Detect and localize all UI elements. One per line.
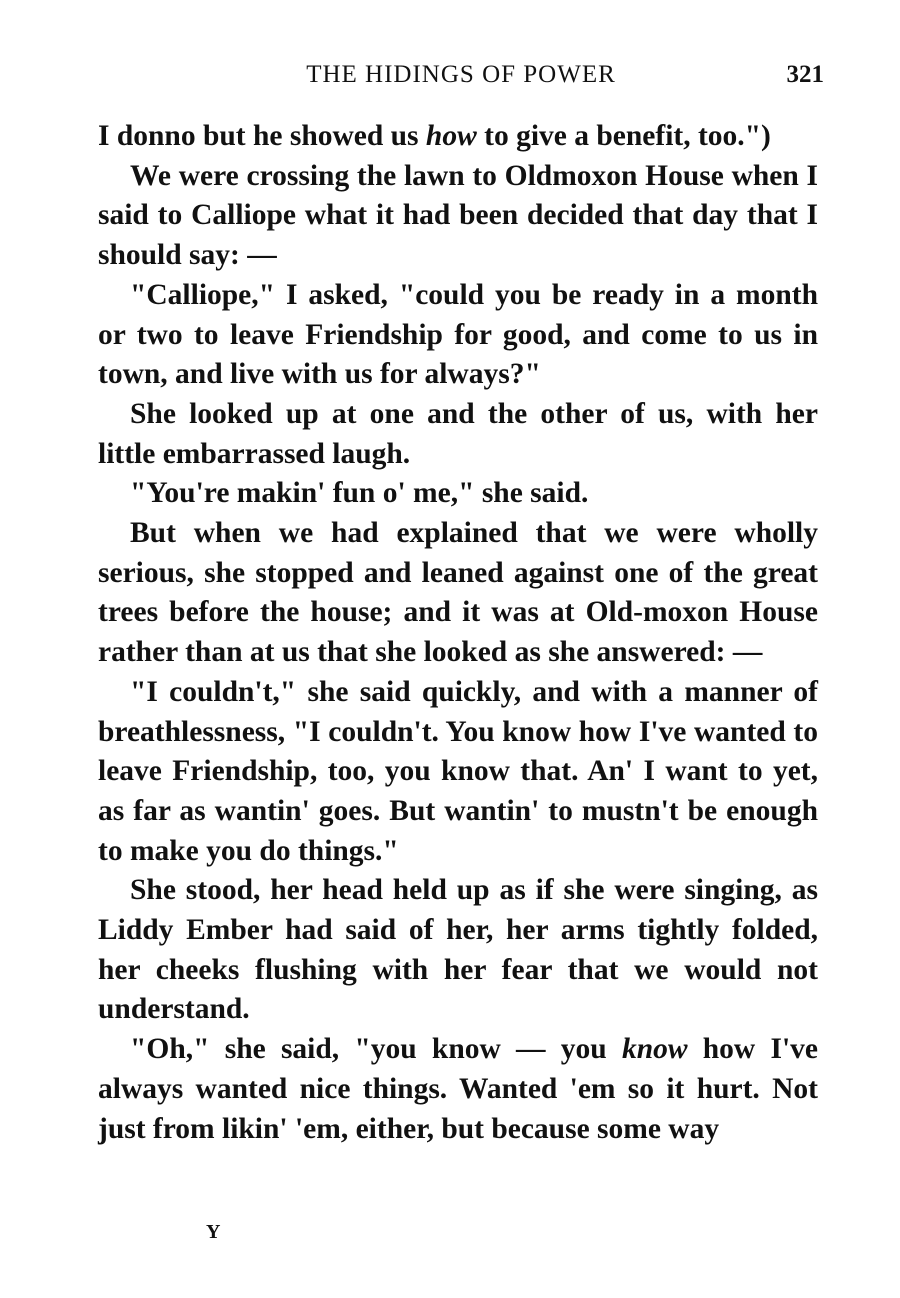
- paragraph-text: We were crossing the lawn to Oldmoxon House when I said to Calliope what it had been decided that day that I should say: —: [98, 159, 818, 272]
- paragraph-text: But when we had explained that we were wholly serious, she stopped and leaned against one of the great trees before the house; and it was at Old-moxon House rather than at us that she looked as she answered: —: [98, 517, 818, 669]
- paragraph: [98, 514, 818, 673]
- paragraph-text: "I couldn't," she said quickly, and with a manner of breathlessness, "I couldn't. You know how I've wanted to leave Friendship, too, you know that. An' I want to yet, as far as wantin' goes. But wantin' to mustn't be enough to make you do things.": [98, 675, 818, 867]
- paragraph-text: She stood, her head held up as if she were singing, as Liddy Ember had said of her, her arms tightly folded, her cheeks flushing with her fear that we would not understand.: [98, 874, 818, 1026]
- paragraph-text: to give a benefit, too."): [476, 120, 771, 152]
- paragraph: [98, 395, 818, 474]
- paragraph: [98, 474, 818, 514]
- italic-text: how: [425, 120, 477, 152]
- paragraph-text: "You're makin' fun o' me," she said.: [130, 477, 589, 510]
- running-head: [98, 58, 824, 92]
- body-text: [98, 117, 818, 1149]
- paragraph-text: She looked up at one and the other of us, with her little embarrassed laugh.: [98, 397, 818, 470]
- paragraph: [98, 871, 818, 1030]
- paragraph: [98, 1030, 818, 1149]
- paragraph-text: "Calliope," I asked, "could you be ready in a month or two to leave Friendship for good, and come to us in town, and live with us for always?": [98, 278, 818, 391]
- paragraph-text: how I've always wanted nice things. Wanted 'em so it hurt. Not just from likin' 'em, either, but because some way: [98, 1033, 818, 1145]
- paragraph: [98, 157, 818, 276]
- italic-text: know: [621, 1033, 688, 1066]
- running-title: THE HIDINGS OF POWER: [306, 61, 616, 88]
- paragraph: [98, 117, 818, 157]
- signature-mark: Y: [206, 1221, 221, 1243]
- paragraph: [98, 276, 818, 395]
- paragraph-text: "Oh," she said, "you know — you: [130, 1033, 622, 1066]
- paragraph-text: I donno but he showed us: [98, 120, 426, 152]
- page-number: 321: [786, 61, 824, 88]
- paragraph: [98, 673, 818, 872]
